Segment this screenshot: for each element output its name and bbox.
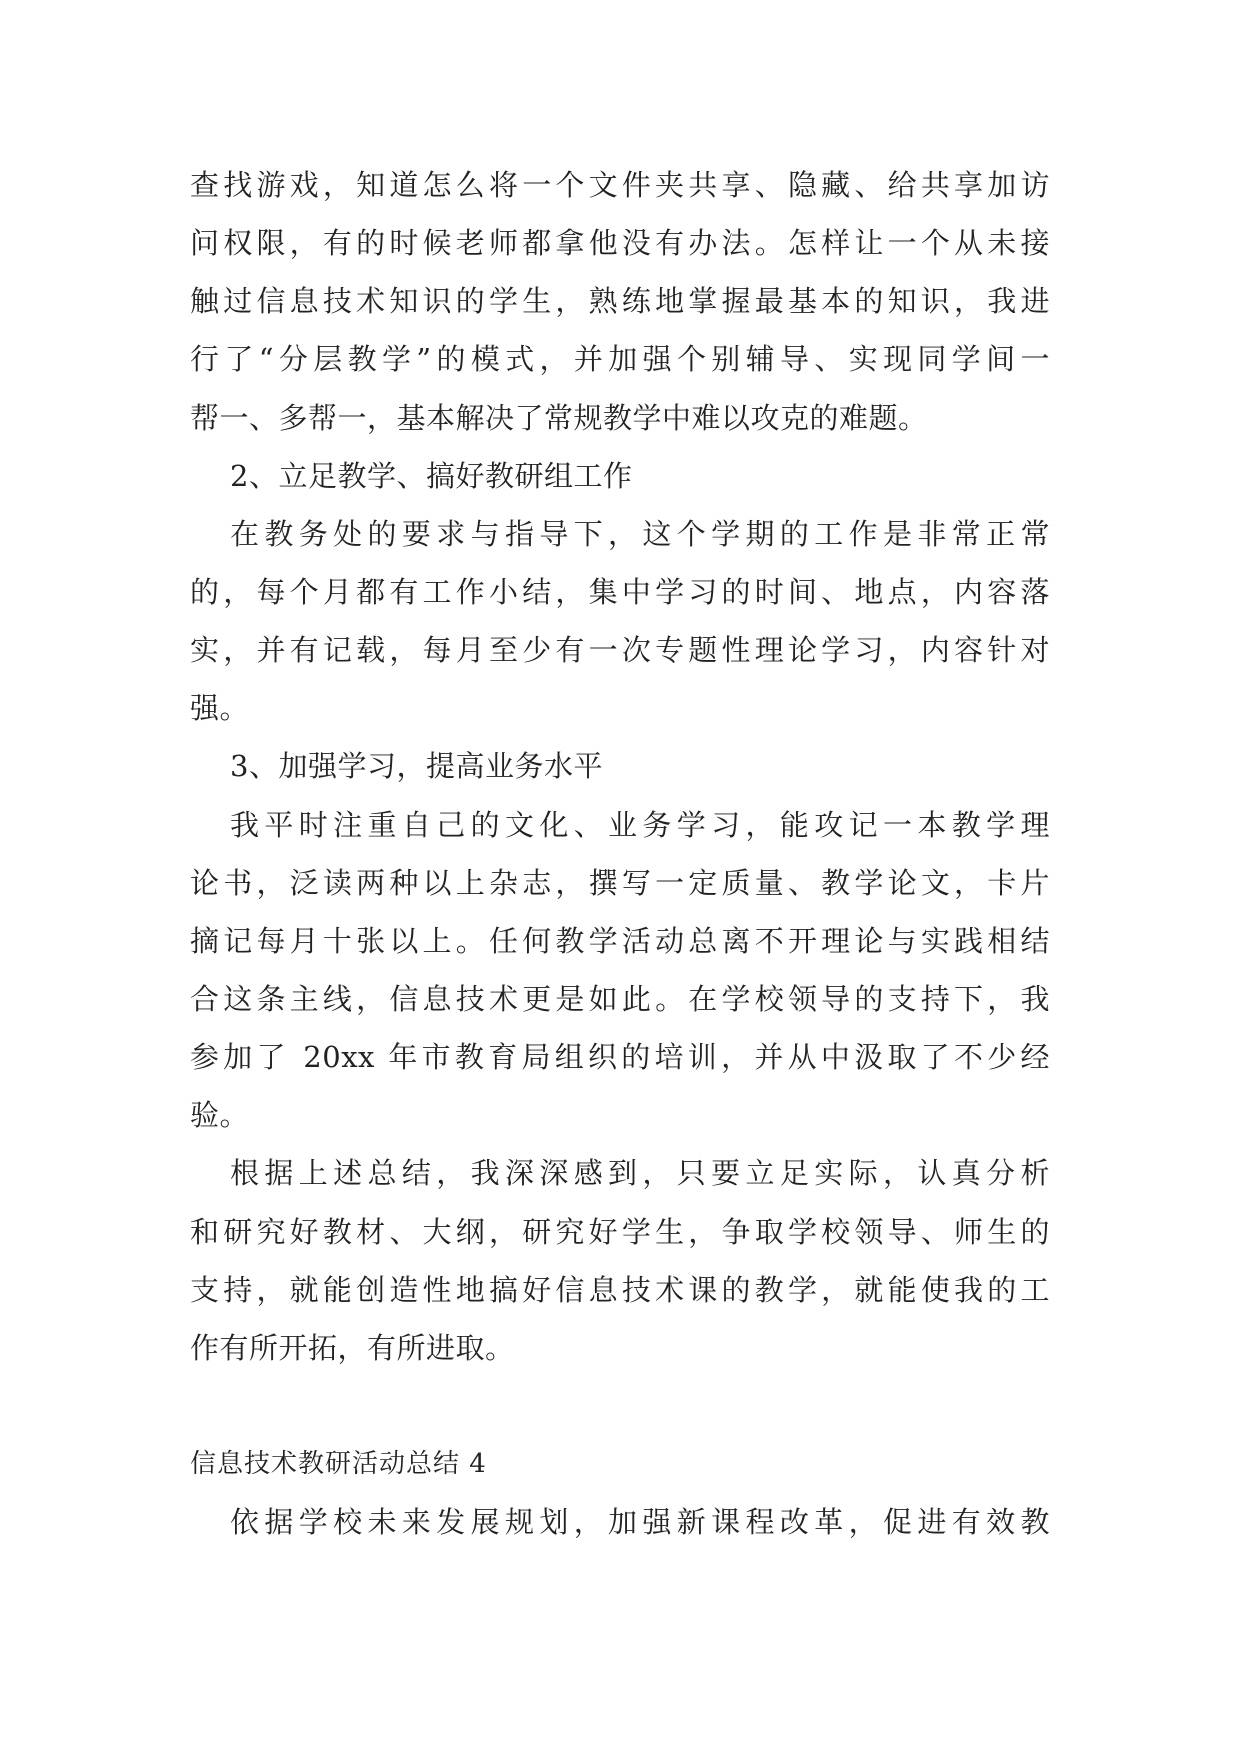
paragraph (190, 156, 1050, 447)
text-line: 依据学校未来发展规划，加强新课程改革，促进有效教 (230, 1505, 1050, 1540)
subheading-text: 2、立足教学、搞好教研组工作 (230, 458, 633, 493)
text-line: 和研究好教材、大纲，研究好学生，争取学校领导、师生的 (190, 1214, 1050, 1249)
text-line: 查找游戏，知道怎么将一个文件夹共享、隐藏、给共享加访 (190, 168, 1050, 202)
blank-line (190, 1377, 1050, 1435)
text-line: 强。 (190, 691, 250, 726)
text-line: 帮一、多帮一，基本解决了常规教学中难以攻克的难题。 (190, 400, 928, 435)
text-line: 验。 (190, 1098, 250, 1133)
text-line: 根据上述总结，我深深感到，只要立足实际，认真分析 (230, 1156, 1050, 1191)
text-line: 论书，泛读两种以上杂志，撰写一定质量、教学论文，卡片 (190, 865, 1050, 900)
text-line: 摘记每月十张以上。任何教学活动总离不开理论与实践相结 (190, 923, 1050, 958)
text-line: 的，每个月都有工作小结，集中学习的时间、地点，内容落 (190, 574, 1050, 609)
text-line: 实，并有记载，每月至少有一次专题性理论学习，内容针对 (190, 633, 1050, 668)
subheading-text: 3、加强学习，提高业务水平 (230, 749, 603, 784)
text-line: 行了“分层教学”的模式，并加强个别辅导、实现同学间一 (190, 342, 1050, 377)
paragraph (190, 796, 1050, 1145)
section-title: 信息技术教研活动总结 4 (190, 1449, 487, 1480)
subheading (190, 737, 1050, 795)
text-line: 参加了 20xx 年市教育局组织的培训，并从中汲取了不少经 (190, 1040, 1050, 1075)
paragraph (190, 505, 1050, 738)
subheading (190, 447, 1050, 505)
text-line: 作有所开拓，有所进取。 (190, 1330, 515, 1365)
text-line: 触过信息技术知识的学生，熟练地掌握最基本的知识，我进 (190, 284, 1050, 319)
text-line: 问权限，有的时候老师都拿他没有办法。怎样让一个从未接 (190, 226, 1050, 261)
paragraph (190, 1144, 1050, 1377)
document-body (190, 156, 1050, 1551)
paragraph (190, 1493, 1050, 1551)
text-line: 在教务处的要求与指导下，这个学期的工作是非常正常 (230, 516, 1050, 551)
text-line: 我平时注重自己的文化、业务学习，能攻记一本教学理 (230, 807, 1050, 842)
text-line: 合这条主线，信息技术更是如此。在学校领导的支持下，我 (190, 981, 1050, 1016)
text-line: 支持，就能创造性地搞好信息技术课的教学，就能使我的工 (190, 1272, 1050, 1307)
